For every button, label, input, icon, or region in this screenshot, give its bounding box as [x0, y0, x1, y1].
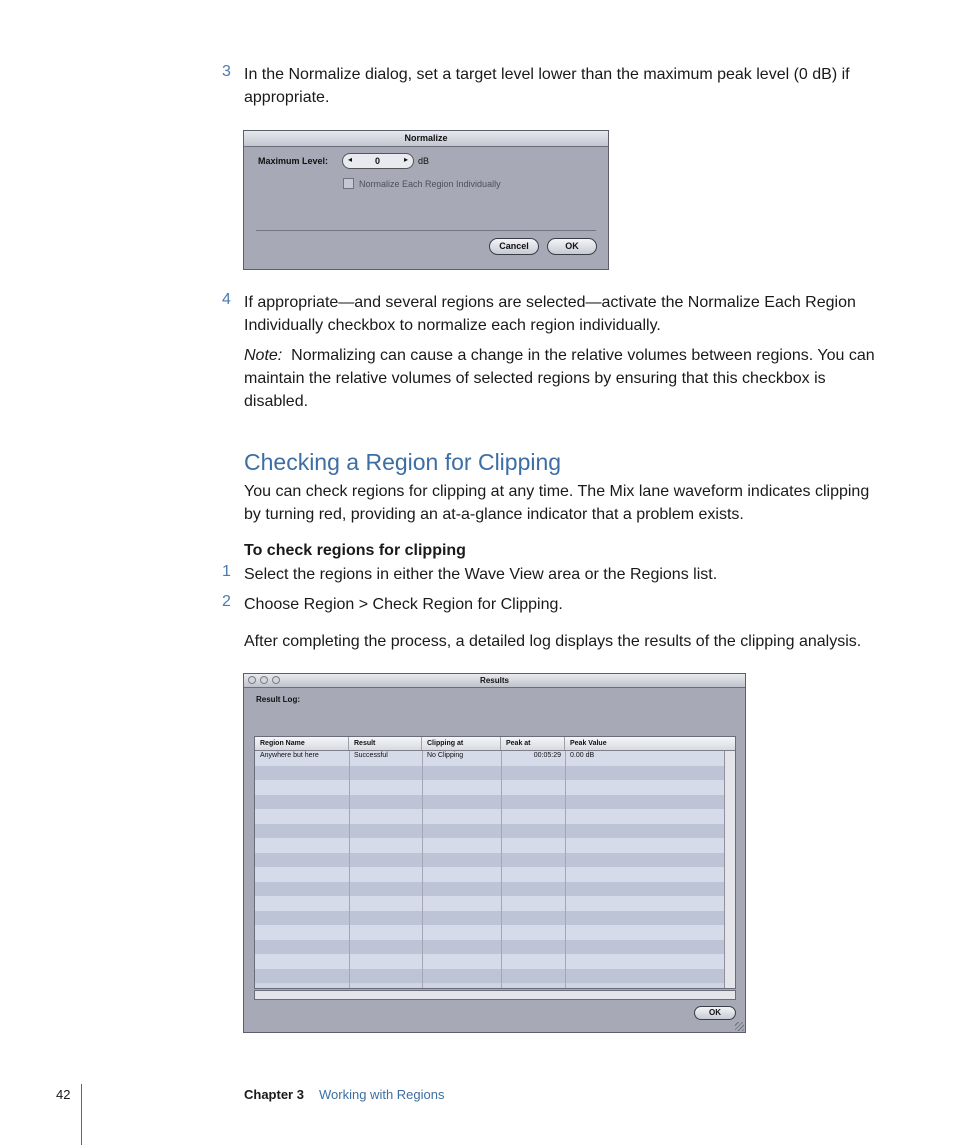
table-row[interactable]: [255, 867, 724, 882]
after-text: After completing the process, a detailed log displays the results of the clipping analysis.: [244, 633, 862, 650]
table-rows: [255, 751, 724, 988]
table-row[interactable]: [255, 954, 724, 969]
step-number: 3: [222, 63, 231, 80]
step-number: 2: [222, 593, 231, 610]
ok-button[interactable]: OK: [547, 238, 597, 255]
table-row[interactable]: [255, 969, 724, 984]
note-line-2: maintain the relative volumes of selected regions by ensuring that this checkbox is: [244, 370, 826, 387]
minimize-window-icon[interactable]: [260, 676, 268, 684]
column-header-clipping-at[interactable]: Clipping at: [422, 737, 501, 750]
page-number: 42: [56, 1087, 71, 1102]
column-header-result[interactable]: Result: [349, 737, 422, 750]
section-heading: Checking a Region for Clipping: [244, 449, 562, 475]
cancel-button[interactable]: Cancel: [489, 238, 539, 255]
step-number: 4: [222, 291, 231, 308]
increment-arrow-icon[interactable]: ▸: [403, 155, 408, 164]
note-line-1: Normalizing can cause a change in the relative volumes between regions. You can: [291, 347, 875, 364]
results-window: [243, 673, 746, 1033]
table-row[interactable]: [255, 853, 724, 868]
max-level-stepper[interactable]: [342, 153, 414, 169]
zoom-window-icon[interactable]: [272, 676, 280, 684]
results-ok-button[interactable]: OK: [694, 1006, 736, 1020]
cell-clipping-at: No Clipping: [427, 752, 464, 759]
vertical-scrollbar[interactable]: [724, 751, 735, 988]
section-intro: [244, 480, 894, 526]
table-row[interactable]: [255, 882, 724, 897]
normalize-each-label: Normalize Each Region Individually: [359, 179, 501, 189]
cell-peak-value: 0.00 dB: [570, 752, 595, 759]
dialog-divider: [256, 230, 596, 231]
task-subheading: To check regions for clipping: [244, 542, 466, 559]
window-title: Results: [480, 676, 509, 685]
column-divider: [422, 751, 423, 988]
column-divider: [349, 751, 350, 988]
table-row[interactable]: [255, 780, 724, 795]
dialog-title: Normalize: [244, 131, 608, 147]
column-divider: [565, 751, 566, 988]
step-2-text: Choose Region > Check Region for Clipping.: [244, 596, 563, 613]
results-table[interactable]: [254, 736, 736, 989]
table-row[interactable]: [255, 925, 724, 940]
column-header-peak-at[interactable]: Peak at: [501, 737, 565, 750]
table-header: [255, 737, 735, 751]
table-row[interactable]: [255, 824, 724, 839]
cell-result: Successful: [354, 752, 388, 759]
max-level-label: Maximum Level:: [258, 156, 329, 166]
column-divider: [501, 751, 502, 988]
footer-chapter: Chapter 3: [244, 1087, 304, 1102]
max-level-value[interactable]: 0: [375, 156, 381, 166]
window-titlebar: [244, 674, 745, 688]
table-row[interactable]: [255, 766, 724, 781]
table-row[interactable]: [255, 751, 724, 766]
table-row[interactable]: [255, 896, 724, 911]
note-label: Note:: [244, 347, 283, 364]
step-3-line-1: In the Normalize dialog, set a target level lower than the maximum peak level (0 dB) if: [244, 66, 850, 83]
step-4-line-1: If appropriate—and several regions are selected—activate the Normalize Each Region: [244, 294, 856, 311]
table-row[interactable]: [255, 838, 724, 853]
column-header-region-name[interactable]: Region Name: [255, 737, 349, 750]
normalize-each-checkbox[interactable]: [343, 178, 354, 189]
intro-line-1: You can check regions for clipping at any time. The Mix lane waveform indicates clipping: [244, 483, 870, 500]
resize-grip-icon[interactable]: [735, 1022, 744, 1031]
table-row[interactable]: [255, 809, 724, 824]
footer-rule: [81, 1084, 82, 1145]
table-row[interactable]: [255, 795, 724, 810]
close-window-icon[interactable]: [248, 676, 256, 684]
table-row[interactable]: [255, 911, 724, 926]
cell-peak-at: 00:05:29: [533, 752, 561, 759]
note-line-3: disabled.: [244, 393, 309, 410]
cell-region-name: Anywhere but here: [260, 752, 319, 759]
step-1-text: Select the regions in either the Wave View area or the Regions list.: [244, 566, 718, 583]
decrement-arrow-icon[interactable]: ◂: [348, 155, 353, 164]
step-3-line-2: appropriate.: [244, 89, 330, 106]
column-header-peak-value[interactable]: Peak Value: [570, 740, 607, 747]
table-row[interactable]: [255, 940, 724, 955]
footer-chapter-title[interactable]: Working with Regions: [319, 1087, 445, 1102]
step-4-text: [244, 291, 884, 337]
horizontal-scrollbar[interactable]: [254, 990, 736, 1000]
unit-label: dB: [418, 156, 430, 166]
step-4-line-2: Individually checkbox to normalize each region individually.: [244, 317, 661, 334]
note-paragraph: [244, 344, 884, 413]
step-number: 1: [222, 563, 231, 580]
step-3-text: [244, 63, 884, 109]
normalize-dialog: [243, 130, 609, 270]
result-log-label: Result Log:: [256, 695, 300, 704]
intro-line-2: by turning red, providing an at-a-glance indicator that a problem exists.: [244, 506, 744, 523]
